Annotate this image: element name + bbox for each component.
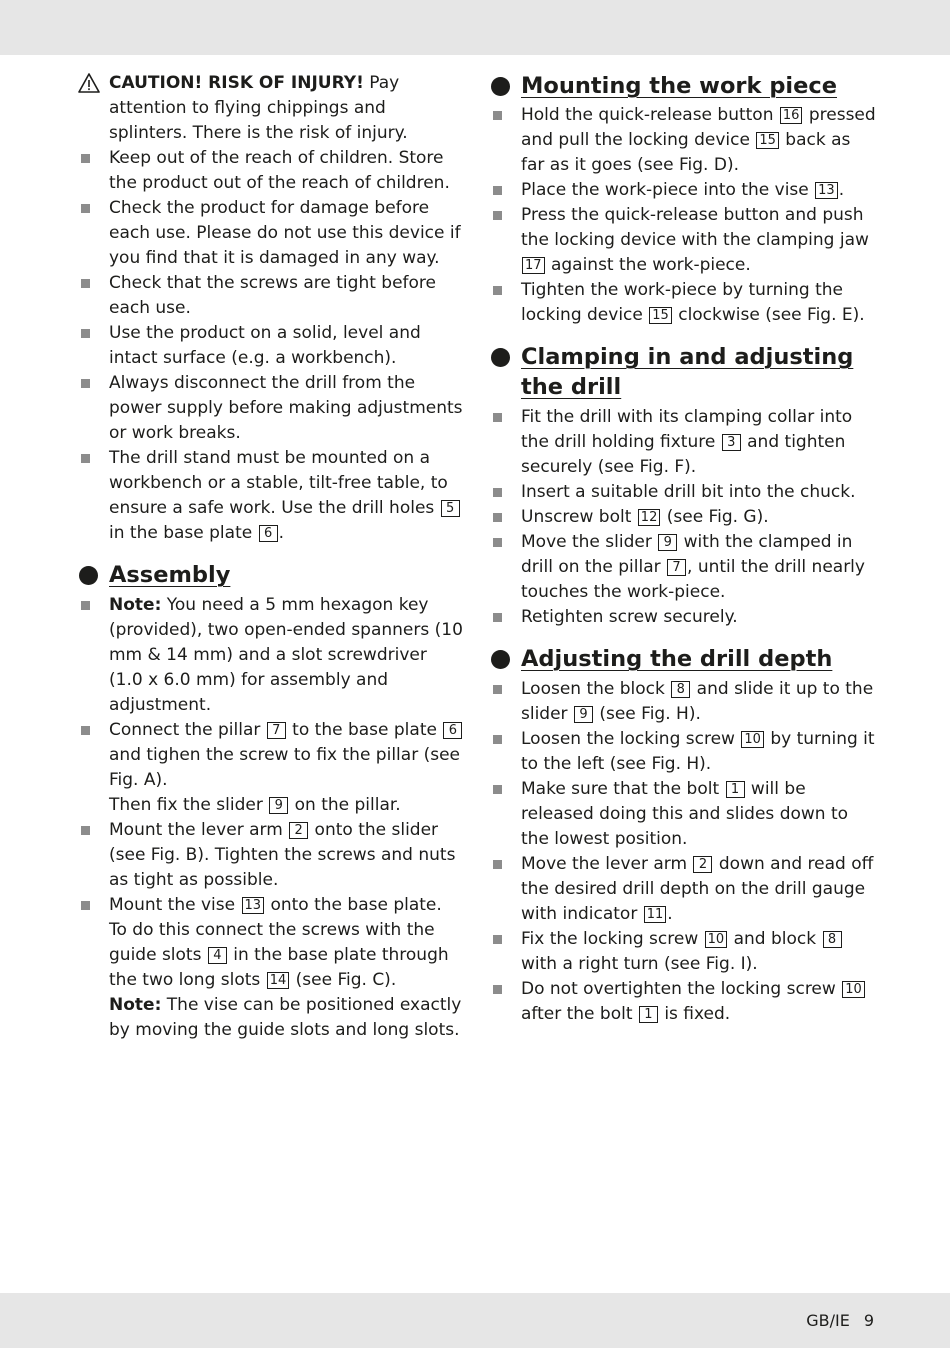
list-item-text: Keep out of the reach of children. Store the product out of the reach of children. — [109, 148, 450, 193]
list-item — [490, 852, 876, 927]
ref-number: 14 — [267, 972, 290, 989]
text: Retighten screw securely. — [521, 607, 738, 627]
text: Hold the quick-release button — [521, 105, 779, 125]
bullet-square-icon — [81, 826, 90, 835]
text: Press the quick-release button and push the locking device with the clamping jaw — [521, 205, 869, 250]
text: in the base plate through the two long slots — [109, 945, 449, 990]
list-item — [490, 405, 876, 480]
text: will be released doing this and slides down to the lowest position. — [521, 779, 849, 849]
list-item — [78, 893, 464, 993]
text: with the clamped in drill on the pillar — [521, 532, 853, 577]
ref-number: 8 — [671, 681, 690, 698]
bullet-square-icon — [493, 985, 502, 994]
text: on the pillar. — [289, 795, 401, 815]
bullet-square-icon — [81, 279, 90, 288]
list-item — [490, 480, 876, 505]
bullet-square-icon — [493, 286, 502, 295]
bullet-square-icon — [493, 111, 502, 120]
list-item — [490, 977, 876, 1027]
list-item — [78, 593, 464, 718]
text: and block — [728, 929, 822, 949]
note-label: Note: — [109, 995, 162, 1015]
ref-number: 16 — [780, 107, 803, 124]
text: Tighten the work-piece by turning the locking device — [521, 280, 843, 325]
text: in the base plate — [109, 523, 258, 543]
text: . — [838, 180, 845, 200]
bullet-square-icon — [493, 860, 502, 869]
ref-number: 8 — [823, 931, 842, 948]
section-heading-depth — [490, 644, 876, 674]
list-item — [490, 927, 876, 977]
section-title: Adjusting the drill depth — [521, 646, 833, 672]
bullet-square-icon — [493, 935, 502, 944]
list-item — [78, 371, 464, 446]
note-text: You need a 5 mm hexagon key (provided), two open-ended spanners (10 mm & 14 mm) and a slot screwdriver (1.0 x 6.0 mm) for assembly and adjustment. — [109, 595, 463, 715]
bullet-square-icon — [493, 538, 502, 547]
bullet-square-icon — [81, 204, 90, 213]
left-column — [78, 71, 464, 1043]
text: against the work-piece. — [545, 255, 751, 275]
ref-number: 2 — [289, 822, 308, 839]
list-item — [490, 777, 876, 852]
text: onto the base plate. To do this connect the screws with the guide slots — [109, 895, 442, 965]
text: pressed and pull the locking device — [521, 105, 876, 150]
section-title: Mounting the work piece — [521, 73, 837, 99]
list-item — [78, 146, 464, 196]
list-item — [78, 321, 464, 371]
bullet-square-icon — [493, 685, 502, 694]
bullet-square-icon — [81, 379, 90, 388]
bullet-square-icon — [81, 329, 90, 338]
text: with a right turn (see Fig. I). — [521, 954, 758, 974]
page-number: 9 — [863, 1311, 874, 1330]
section-dot-icon — [79, 566, 98, 585]
text: Move the lever arm — [521, 854, 693, 874]
text: is fixed. — [658, 1004, 731, 1024]
list-item — [78, 271, 464, 321]
text: Make sure that the bolt — [521, 779, 725, 799]
ref-number: 13 — [242, 897, 265, 914]
bullet-square-icon — [493, 413, 502, 422]
right-column — [490, 71, 876, 1027]
ref-number: 15 — [756, 132, 779, 149]
list-item — [490, 178, 876, 203]
bullet-square-icon — [493, 186, 502, 195]
ref-number: 7 — [267, 722, 286, 739]
list-item — [490, 203, 876, 278]
bullet-square-icon — [81, 154, 90, 163]
section-heading-clamping — [490, 342, 876, 402]
text: Mount the vise — [109, 895, 241, 915]
ref-number: 10 — [842, 981, 865, 998]
text: . — [278, 523, 284, 543]
text: (see Fig. H). — [593, 704, 701, 724]
list-item-text: Always disconnect the drill from the power supply before making adjustments or work breaks. — [109, 373, 463, 443]
ref-number: 9 — [269, 797, 288, 814]
list-item-text: Check the product for damage before each use. Please do not use this device if you find that it is damaged in any way. — [109, 198, 461, 268]
text: by turning it to the left (see Fig. H). — [521, 729, 875, 774]
section-heading-mounting — [490, 71, 876, 101]
text: , until the drill nearly touches the work-piece. — [521, 557, 865, 602]
text: and tighen the screw to fix the pillar (see Fig. A). — [109, 745, 460, 790]
list-item — [490, 103, 876, 178]
ref-number: 1 — [726, 781, 745, 798]
list-item — [78, 446, 464, 546]
ref-number: 6 — [259, 525, 278, 542]
list-item — [490, 677, 876, 727]
ref-number: 2 — [693, 856, 712, 873]
section-title: Clamping in and adjusting the drill — [521, 344, 854, 400]
ref-number: 15 — [649, 307, 672, 324]
note-paragraph — [78, 993, 464, 1043]
ref-number: 1 — [639, 1006, 658, 1023]
ref-number: 9 — [574, 706, 593, 723]
text: Mount the lever arm — [109, 820, 289, 840]
bullet-square-icon — [493, 211, 502, 220]
text: Connect the pillar — [109, 720, 266, 740]
note-label: Note: — [109, 595, 162, 615]
caution-text: Pay attention to flying chippings and splinters. There is the risk of injury. — [109, 73, 408, 143]
list-item — [490, 505, 876, 530]
ref-number: 3 — [722, 434, 741, 451]
text: Insert a suitable drill bit into the chuck. — [521, 482, 856, 502]
section-heading-assembly — [78, 560, 464, 590]
text: Do not overtighten the locking screw — [521, 979, 842, 999]
bullet-square-icon — [81, 601, 90, 610]
continuation-paragraph — [78, 793, 464, 818]
list-item — [490, 278, 876, 328]
bullet-square-icon — [493, 488, 502, 497]
text: Unscrew bolt — [521, 507, 637, 527]
caution-paragraph — [78, 71, 464, 146]
ref-number: 13 — [815, 182, 838, 199]
bullet-square-icon — [81, 726, 90, 735]
warning-triangle-icon — [78, 72, 100, 94]
list-item — [78, 718, 464, 793]
text: Loosen the locking screw — [521, 729, 741, 749]
list-item — [490, 605, 876, 630]
bullet-square-icon — [81, 901, 90, 910]
text: down and read off the desired drill depth on the drill gauge with indicator — [521, 854, 874, 924]
text: after the bolt — [521, 1004, 638, 1024]
text: (see Fig. C). — [290, 970, 397, 990]
bullet-square-icon — [81, 454, 90, 463]
list-item — [490, 727, 876, 777]
ref-number: 6 — [443, 722, 462, 739]
text: . — [667, 904, 673, 924]
ref-number: 11 — [644, 906, 667, 923]
text: Fit the drill with its clamping collar into the drill holding fixture — [521, 407, 853, 452]
ref-number: 4 — [208, 947, 227, 964]
section-dot-icon — [491, 348, 510, 367]
footer-region: GB/IE — [806, 1311, 850, 1330]
top-band — [0, 0, 950, 55]
text: onto the slider (see Fig. B). Tighten the screws and nuts as tight as possible. — [109, 820, 456, 890]
section-title: Assembly — [109, 562, 231, 588]
text: back as far as it goes (see Fig. D). — [521, 130, 851, 175]
text: Move the slider — [521, 532, 658, 552]
text: and tighten securely (see Fig. F). — [521, 432, 846, 477]
list-item — [490, 530, 876, 605]
caution-title: CAUTION! RISK OF INJURY! — [109, 73, 364, 93]
text: Place the work-piece into the vise — [521, 180, 815, 200]
text: Fix the locking screw — [521, 929, 704, 949]
bullet-square-icon — [493, 513, 502, 522]
list-item — [78, 196, 464, 271]
text: Then fix the slider — [109, 795, 269, 815]
section-dot-icon — [491, 77, 510, 96]
text: to the base plate — [286, 720, 443, 740]
text: (see Fig. G). — [661, 507, 769, 527]
text: and slide it up to the slider — [521, 679, 874, 724]
ref-number: 10 — [705, 931, 728, 948]
ref-number: 12 — [638, 509, 661, 526]
section-dot-icon — [491, 650, 510, 669]
ref-number: 7 — [667, 559, 686, 576]
list-item-text: Use the product on a solid, level and intact surface (e.g. a workbench). — [109, 323, 421, 368]
bullet-square-icon — [493, 735, 502, 744]
ref-number: 5 — [441, 500, 460, 517]
text: The drill stand must be mounted on a workbench or a stable, tilt-free table, to ensure a safe work. Use the drill holes — [109, 448, 448, 518]
list-item-text: Check that the screws are tight before each use. — [109, 273, 437, 318]
ref-number: 17 — [522, 257, 545, 274]
text: Loosen the block — [521, 679, 671, 699]
page-footer — [806, 1310, 874, 1332]
bullet-square-icon — [493, 785, 502, 794]
ref-number: 9 — [658, 534, 677, 551]
text: clockwise (see Fig. E). — [672, 305, 865, 325]
list-item — [78, 818, 464, 893]
bullet-square-icon — [493, 613, 502, 622]
note-text: The vise can be positioned exactly by moving the guide slots and long slots. — [109, 995, 462, 1040]
ref-number: 10 — [741, 731, 764, 748]
